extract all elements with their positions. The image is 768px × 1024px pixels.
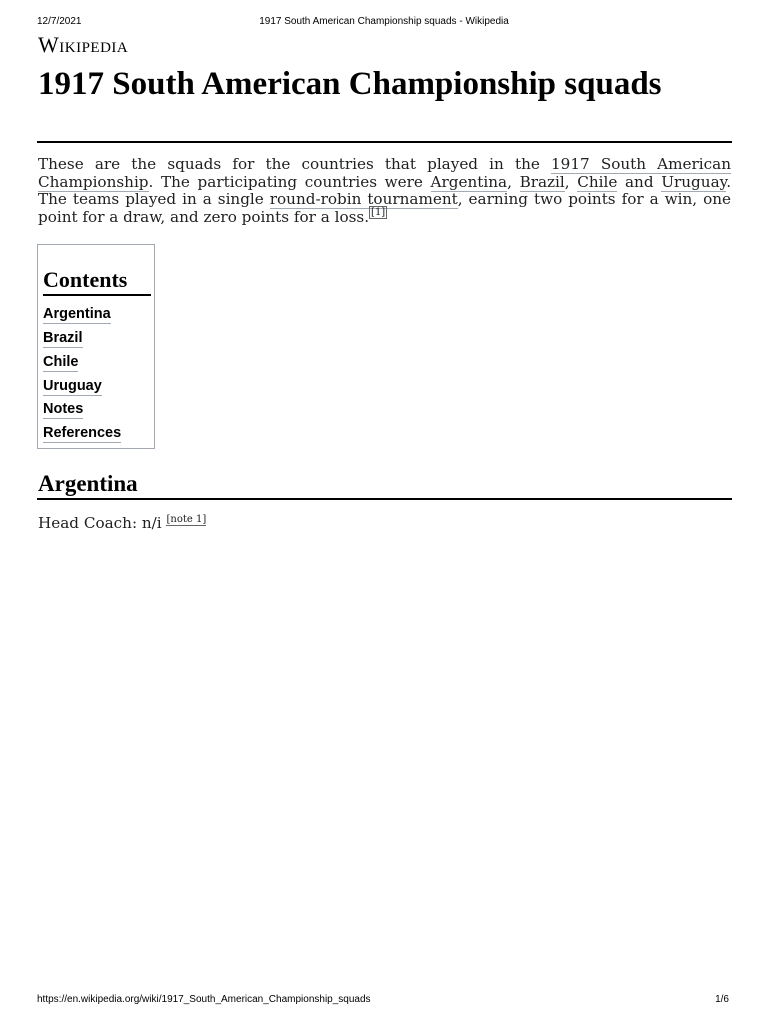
print-header xyxy=(37,16,731,30)
note-1[interactable] xyxy=(166,514,206,526)
intro-text: , xyxy=(507,172,520,191)
link-round-robin[interactable]: round-robin tournament xyxy=(269,190,458,208)
title-divider xyxy=(37,141,732,143)
intro-text: and xyxy=(617,172,662,191)
intro-text: . The teams played in a single xyxy=(38,172,732,208)
intro-text: These are the squads for the countries that played in the xyxy=(38,155,552,173)
wikipedia-wordmark[interactable]: Wikipedia xyxy=(38,32,129,57)
toc-item-notes[interactable]: Notes xyxy=(43,401,84,417)
toc-item-uruguay[interactable]: Uruguay xyxy=(43,378,102,394)
link-chile[interactable]: Chile xyxy=(577,172,618,191)
table-of-contents xyxy=(37,244,155,449)
section-heading-argentina: Argentina xyxy=(38,471,138,496)
print-document-title: 1917 South American Championship squads - Wikipedia xyxy=(259,16,509,27)
intro-text: , earning two points for a win, one point for a draw, and zero points for a loss. xyxy=(38,190,731,226)
link-1917-championship[interactable]: 1917 South American Championship xyxy=(38,155,732,191)
intro-text: . The participating countries were xyxy=(148,172,431,191)
print-page-number: 1/6 xyxy=(715,994,729,1005)
page-title: 1917 South American Championship squads xyxy=(38,66,662,102)
section-divider xyxy=(37,498,732,500)
link-uruguay[interactable]: Uruguay xyxy=(661,172,727,191)
toc-title: Contents xyxy=(43,266,151,296)
reference-1-link[interactable]: [1] xyxy=(371,207,386,219)
note-1-link[interactable]: [note 1] xyxy=(166,513,207,525)
link-argentina[interactable]: Argentina xyxy=(430,172,508,191)
toc-item-brazil[interactable]: Brazil xyxy=(43,330,83,346)
print-url: https://en.wikipedia.org/wiki/1917_South_American_Championship_squads xyxy=(37,994,371,1005)
intro-paragraph xyxy=(38,156,731,226)
reference-1[interactable] xyxy=(369,206,387,219)
head-coach-line xyxy=(38,513,206,533)
print-footer xyxy=(37,994,731,1008)
toc-item-argentina[interactable]: Argentina xyxy=(43,306,111,322)
print-date: 12/7/2021 xyxy=(37,16,82,27)
head-coach-label: Head Coach: n/i xyxy=(38,514,167,532)
toc-item-references[interactable]: References xyxy=(43,425,122,441)
link-brazil[interactable]: Brazil xyxy=(519,172,565,191)
intro-text: , xyxy=(564,172,578,191)
toc-item-chile[interactable]: Chile xyxy=(43,354,79,370)
